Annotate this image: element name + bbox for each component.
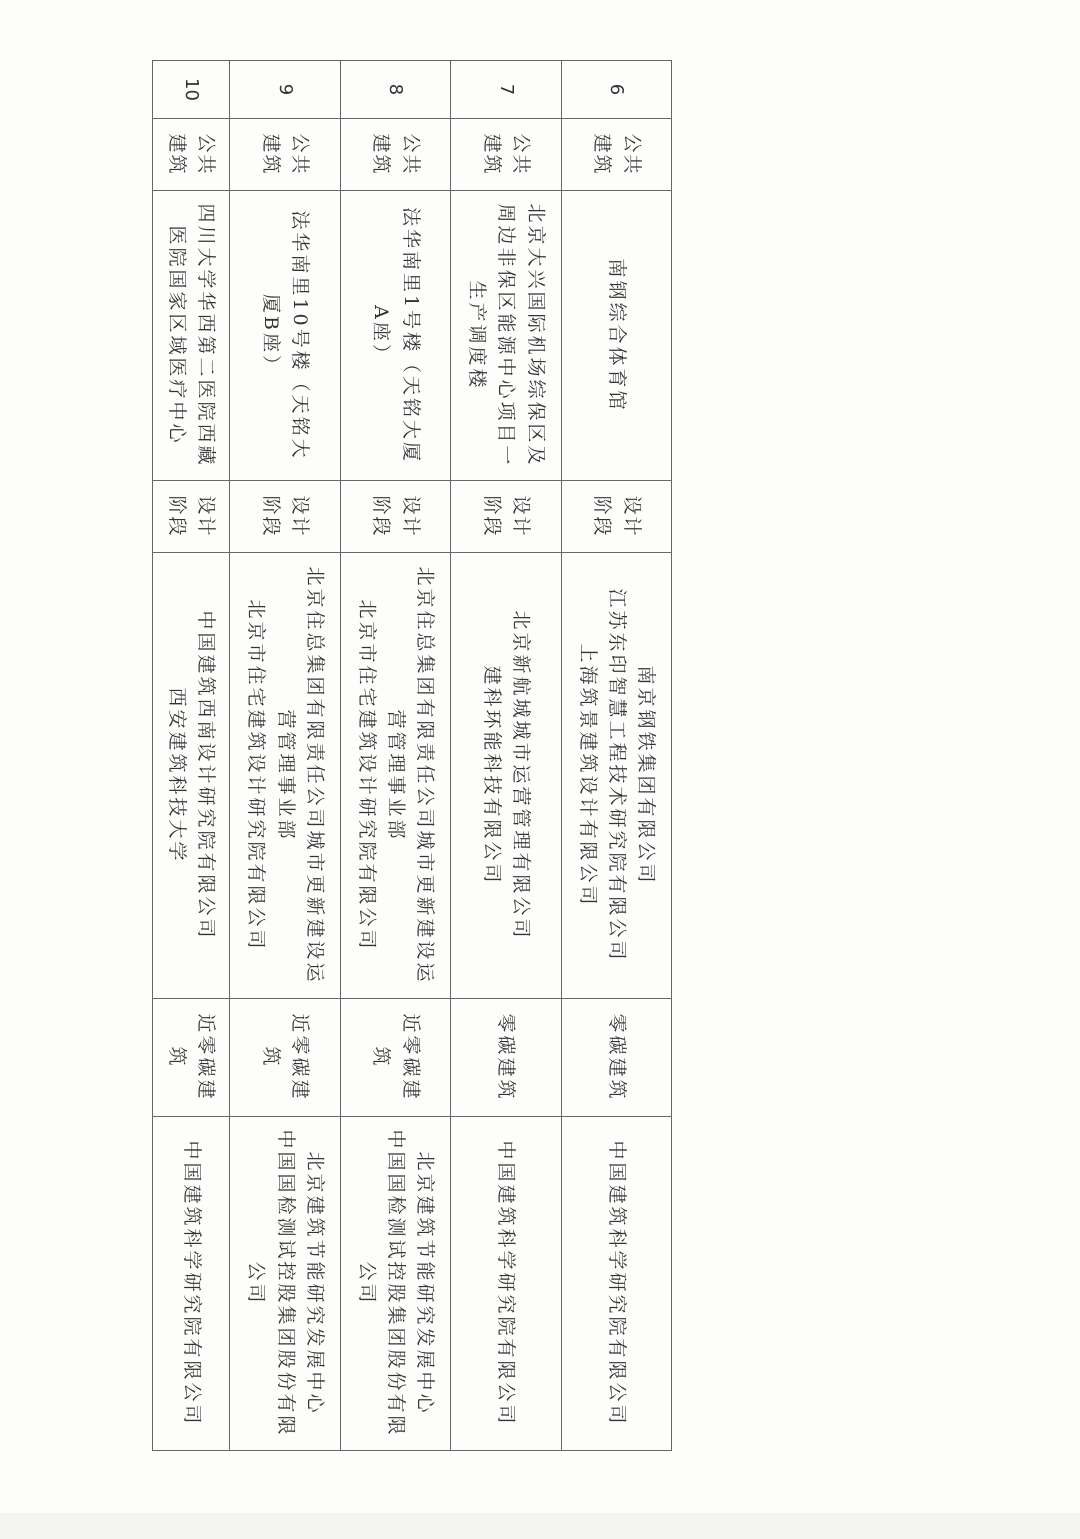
evaluation-agency [561, 1117, 671, 1451]
building-category: 公共建筑 [153, 119, 230, 191]
project-name: 法华南里1号楼（天铭大厦A座） [340, 191, 450, 481]
agency-name: 中国国检测试控股集团股份有限公司 [245, 1129, 297, 1438]
applicant-unit: 北京市住宅建筑设计研究院有限公司 [245, 599, 268, 952]
building-category: 公共建筑 [451, 119, 561, 191]
evaluation-stage: 设计阶段 [153, 481, 230, 553]
applicant-unit: 江苏东印智慧工程技术研究院有限公司 [605, 588, 628, 963]
applicant-unit: 中国建筑西南设计研究院有限公司 [195, 610, 218, 941]
agency-name: 中国建筑科学研究院有限公司 [180, 1140, 203, 1427]
applicant-unit: 北京市住宅建筑设计研究院有限公司 [355, 599, 378, 952]
applicant-unit: 西安建筑科技大学 [166, 687, 189, 864]
applicant-units [153, 553, 230, 999]
building-category: 公共建筑 [561, 119, 671, 191]
applicant-units [230, 553, 340, 999]
table-row [340, 61, 450, 1451]
label-type: 零碳建筑 [451, 999, 561, 1117]
label-type: 近零碳建筑 [230, 999, 340, 1117]
evaluation-stage: 设计阶段 [561, 481, 671, 553]
applicant-units [561, 553, 671, 999]
evaluation-agency [153, 1117, 230, 1451]
table-row [230, 61, 340, 1451]
building-category: 公共建筑 [230, 119, 340, 191]
agency-name: 中国国检测试控股集团股份有限公司 [355, 1129, 408, 1438]
row-number: 9 [230, 61, 340, 119]
label-type: 近零碳建筑 [153, 999, 230, 1117]
project-name: 四川大学华西第二医院西藏医院国家区域医疗中心 [153, 191, 230, 481]
evaluation-stage: 设计阶段 [451, 481, 561, 553]
project-table [152, 60, 672, 1451]
evaluation-agency [340, 1117, 450, 1451]
row-number: 8 [340, 61, 450, 119]
applicant-unit: 北京新航城城市运营管理有限公司 [510, 610, 533, 941]
applicant-unit: 上海筑景建筑设计有限公司 [576, 643, 599, 908]
row-number: 7 [451, 61, 561, 119]
evaluation-agency [451, 1117, 561, 1451]
agency-name: 北京建筑节能研究发展中心 [303, 1151, 326, 1416]
applicant-units [451, 553, 561, 999]
agency-name: 中国建筑科学研究院有限公司 [605, 1140, 628, 1427]
agency-name: 中国建筑科学研究院有限公司 [495, 1140, 518, 1427]
label-type: 零碳建筑 [561, 999, 671, 1117]
rotated-table-container [152, 60, 672, 1450]
evaluation-stage: 设计阶段 [340, 481, 450, 553]
table-row [153, 61, 230, 1451]
scan-edge [0, 1513, 1080, 1539]
evaluation-stage: 设计阶段 [230, 481, 340, 553]
row-number: 6 [561, 61, 671, 119]
table-row [561, 61, 671, 1451]
applicant-unit: 北京住总集团有限责任公司城市更新建设运营管理事业部 [274, 566, 326, 985]
project-name: 南钢综合体育馆 [561, 191, 671, 481]
building-category: 公共建筑 [340, 119, 450, 191]
agency-name: 北京建筑节能研究发展中心 [414, 1151, 437, 1416]
row-number: 10 [153, 61, 230, 119]
project-name: 法华南里10号楼（天铭大厦B座） [230, 191, 340, 481]
evaluation-agency [230, 1117, 340, 1451]
applicant-units [340, 553, 450, 999]
applicant-unit: 北京住总集团有限责任公司城市更新建设运营管理事业部 [385, 566, 437, 985]
label-type: 近零碳建筑 [340, 999, 450, 1117]
applicant-unit: 建科环能科技有限公司 [480, 665, 503, 886]
project-name: 北京大兴国际机场综保区及周边非保区能源中心项目一生产调度楼 [451, 191, 561, 481]
applicant-unit: 南京钢铁集团有限公司 [635, 665, 658, 886]
table-row [451, 61, 561, 1451]
